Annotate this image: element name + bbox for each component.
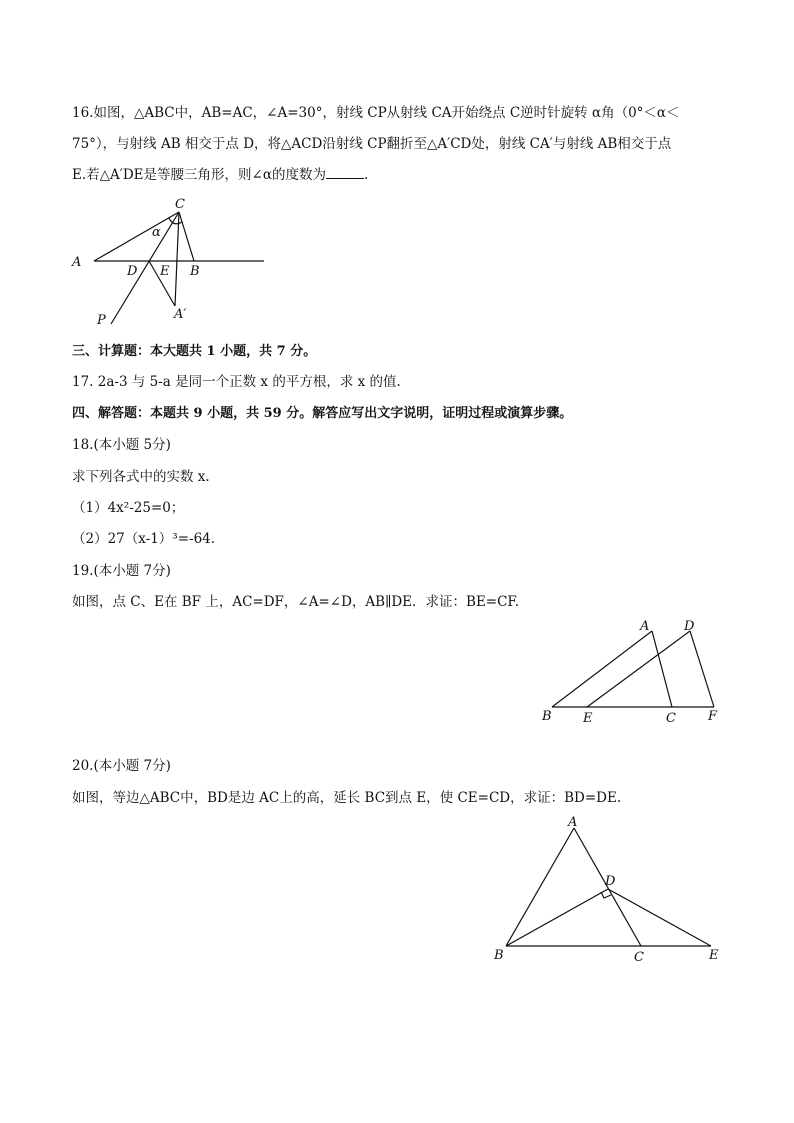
q20-title: 20.(本小题 7分) [72,758,171,774]
q18-item-1: （1）4x²-25=0； [72,500,185,516]
segment-ab [506,828,574,946]
q16-text-line-2: 75°），与射线 AB 相交于点 D，将△ACD沿射线 CP翻折至△A′CD处，射线 CA′与射线 AB相交于点 [72,136,672,152]
q16-line-3-text: E.若△A′DE是等腰三角形，则∠α的度数为 [72,167,326,183]
label-alpha: α [152,225,161,240]
q16-line-3-end: . [363,167,369,183]
q17-text: 17. 2a-3 与 5-a 是同一个正数 x 的平方根，求 x 的值. [72,374,401,390]
label-e: E [709,948,719,963]
q18-prompt: 求下列各式中的实数 x. [72,469,210,485]
segment-ac [652,631,672,707]
label-d: D [684,619,695,634]
q16-figure [72,196,272,331]
segment-ac [94,212,179,261]
segment-df [690,631,714,707]
segment-bd [506,889,608,946]
label-a: A [640,619,650,634]
label-b: B [494,948,504,963]
label-p: P [97,313,106,328]
label-e: E [583,711,593,726]
section-4-heading: 四、解答题：本题共 9 小题，共 59 分。解答应写出文字说明，证明过程或演算步骤。 [72,406,573,421]
q18-title: 18.(本小题 5分) [72,437,171,453]
right-angle-mark [601,892,611,898]
answer-blank [326,166,364,179]
label-d: D [127,264,138,279]
q20-text: 如图，等边△ABC中，BD是边 AC上的高，延长 BC到点 E，使 CE=CD，求证：BD=DE. [72,790,622,806]
segment-de [608,889,711,946]
label-a: A [72,255,82,270]
label-b: B [190,264,200,279]
section-3-heading: 三、计算题：本大题共 1 小题，共 7 分。 [72,344,317,359]
label-a-prime: A′ [174,307,187,322]
segment-ca1 [175,212,179,306]
q19-figure [538,616,728,726]
segment-cb [179,212,194,261]
q20-figure [490,812,740,972]
label-c: C [175,197,185,212]
q16-text-line-1: 16.如图，△ABC中，AB=AC，∠A=30°，射线 CP从射线 CA开始绕点 C逆时针旋转 α角（0°＜α＜ [72,105,680,121]
label-e: E [160,264,170,279]
q16-text-line-3 [72,165,368,185]
label-d: D [605,874,616,889]
label-a: A [568,815,578,830]
label-c: C [634,950,644,965]
label-b: B [542,709,552,724]
q19-title: 19.(本小题 7分) [72,563,171,579]
q19-text: 如图，点 C、E在 BF 上，AC=DF，∠A=∠D，AB∥DE．求证：BE=CF. [72,594,519,610]
label-f: F [708,709,718,724]
label-c: C [666,711,676,726]
q18-item-2: （2）27（x-1）³=-64. [72,531,216,547]
